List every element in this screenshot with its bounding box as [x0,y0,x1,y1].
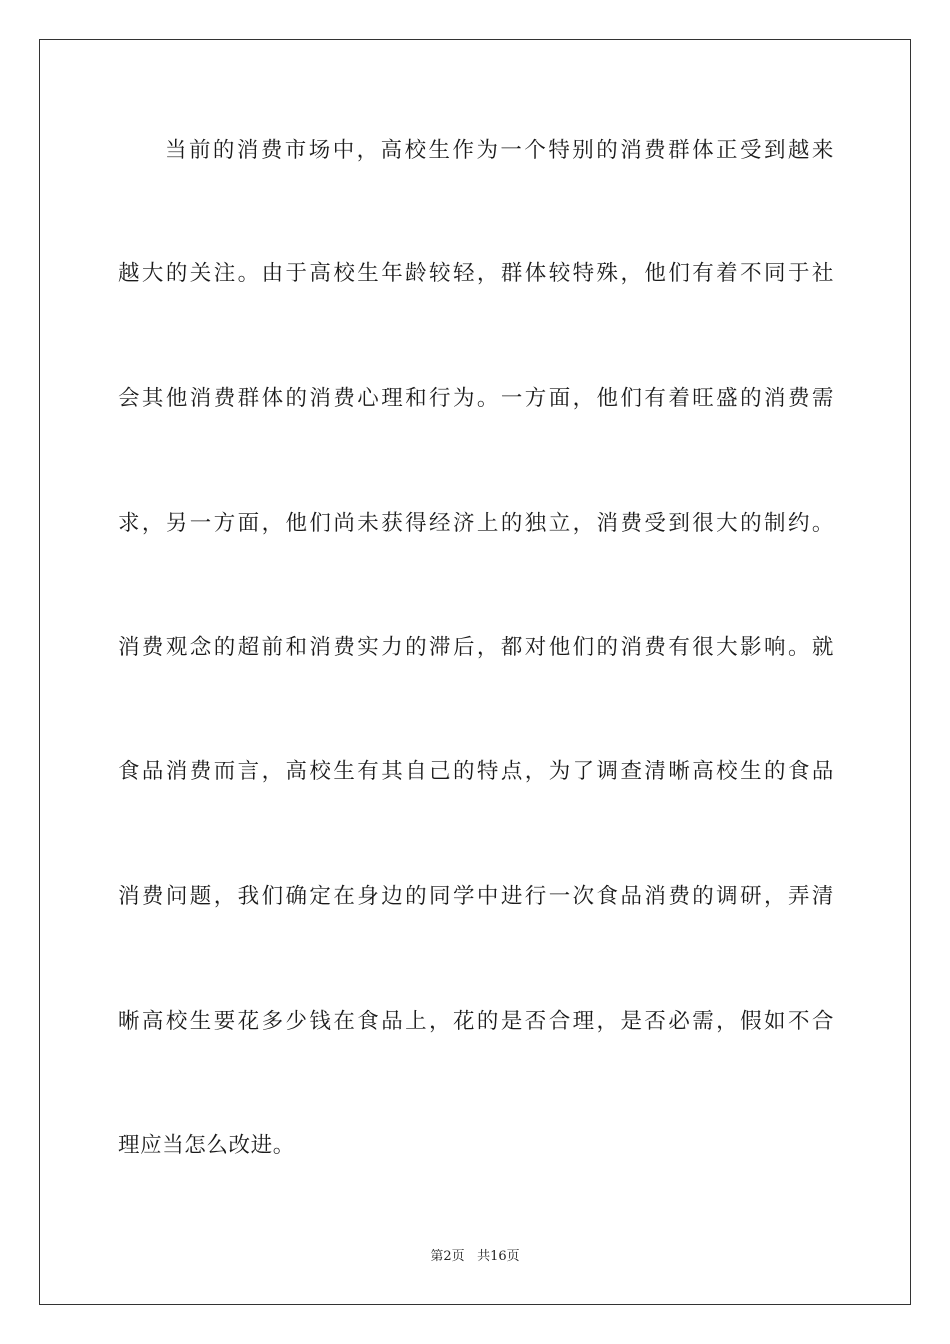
paragraph-line-3: 会其他消费群体的消费心理和行为。一方面，他们有着旺盛的消费需 [118,386,834,411]
paragraph-line-5: 消费观念的超前和消费实力的滞后，都对他们的消费有很大影响。就 [118,635,834,660]
paragraph-line-4: 求，另一方面，他们尚未获得经济上的独立，消费受到很大的制约。 [118,511,834,536]
page-number: 第2页 [430,1249,465,1264]
page-border [39,39,911,1305]
page-footer [0,1249,950,1265]
paragraph-line-6: 食品消费而言，高校生有其自己的特点，为了调查清晰高校生的食品 [118,759,834,784]
paragraph-line-7: 消费问题，我们确定在身边的同学中进行一次食品消费的调研，弄清 [118,884,834,909]
paragraph-line-1: 当前的消费市场中，高校生作为一个特别的消费群体正受到越来 [165,138,834,163]
paragraph-line-2: 越大的关注。由于高校生年龄较轻，群体较特殊，他们有着不同于社 [118,261,834,286]
paragraph-line-8: 晰高校生要花多少钱在食品上，花的是否合理，是否必需，假如不合 [118,1009,834,1034]
paragraph-line-9: 理应当怎么改进。 [118,1133,295,1158]
page-total: 共16页 [477,1249,520,1264]
